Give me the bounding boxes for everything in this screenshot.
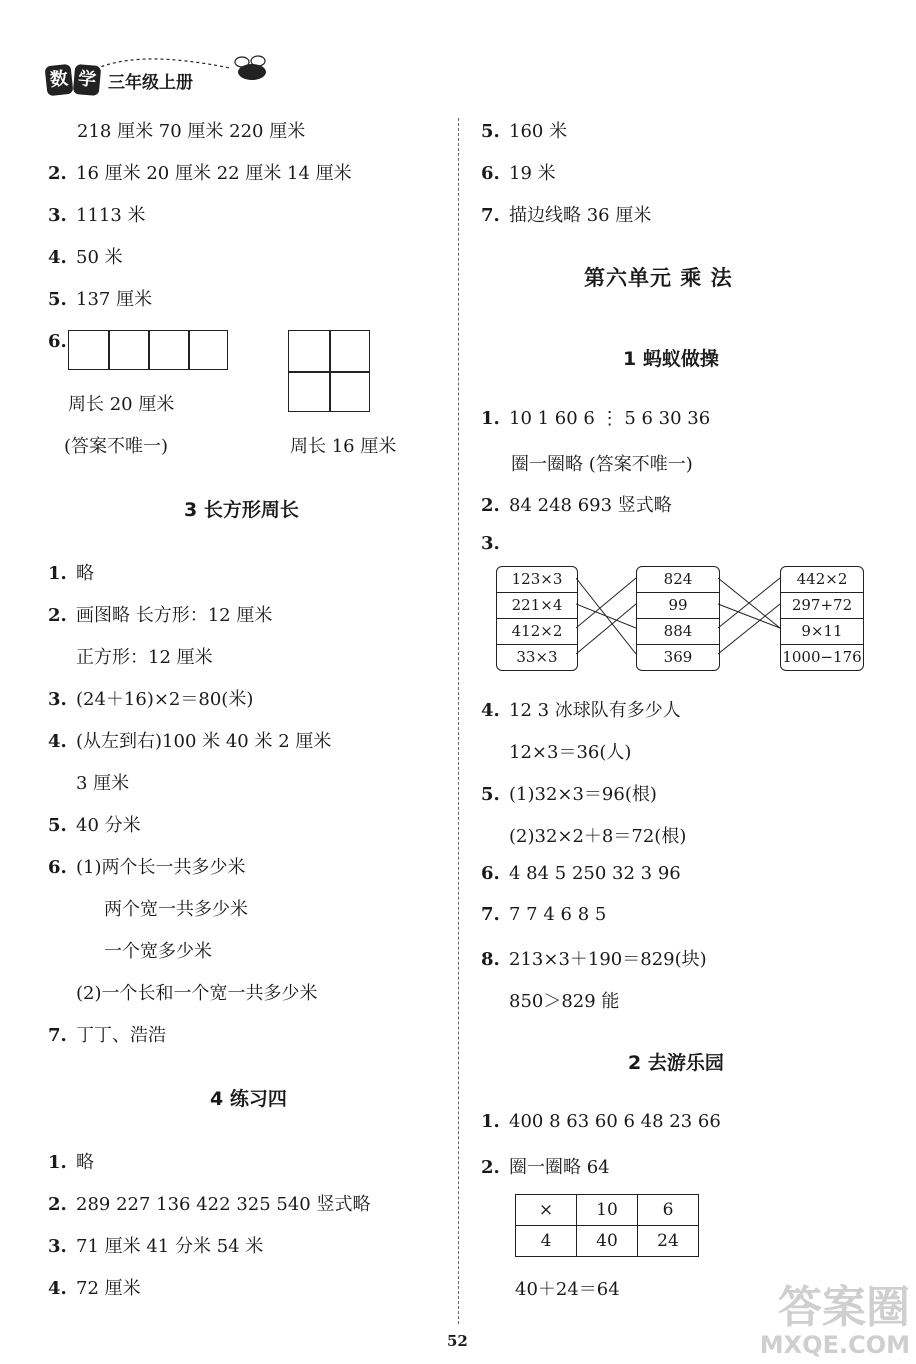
answer-item — [481, 822, 686, 848]
item-text: 略 — [76, 563, 94, 584]
item-number: 1. — [481, 408, 500, 429]
answer-item — [481, 201, 651, 227]
item-text: 289 227 136 422 325 540 竖式略 — [76, 1194, 371, 1215]
item-text: 160 米 — [509, 121, 568, 142]
item-text: 19 米 — [509, 163, 556, 184]
item-text: 12 3 冰球队有多少人 — [509, 700, 681, 721]
answer-item — [48, 285, 152, 311]
section-title: 2 去游乐园 — [628, 1052, 724, 1074]
answer-item — [481, 987, 619, 1013]
column-divider — [458, 118, 459, 1324]
table-cell: 40 — [577, 1226, 638, 1257]
scroll-expressions-right — [780, 566, 864, 671]
rectangle-1x4-diagram — [68, 330, 228, 370]
bee-ornament-icon — [80, 52, 280, 88]
answer-item — [481, 117, 567, 143]
answer-item — [48, 1232, 263, 1258]
answer-item — [48, 1274, 141, 1300]
matching-lines — [576, 566, 780, 670]
item-text: (1)两个长一共多少米 — [76, 857, 246, 878]
note-not-unique: (答案不唯一) — [64, 436, 169, 457]
answer-item — [48, 1148, 94, 1174]
scroll-cell: 824 — [637, 567, 719, 593]
answer-item — [481, 945, 707, 971]
table-cell: 4 — [516, 1226, 577, 1257]
answer-item — [48, 643, 213, 669]
item-text: 一个宽多少米 — [104, 941, 212, 962]
item-text: 137 厘米 — [76, 289, 153, 310]
table-cell: × — [516, 1195, 577, 1226]
scroll-cell: 412×2 — [497, 619, 577, 645]
item-text: 400 8 63 60 6 48 23 66 — [509, 1111, 721, 1132]
item-number: 6. — [481, 863, 500, 884]
item-text: (24＋16)×2＝80(米) — [76, 689, 254, 710]
perimeter-answer: 周长 20 厘米 — [68, 394, 175, 415]
answer-item — [48, 979, 318, 1005]
item-text: 丁丁、浩浩 — [76, 1025, 166, 1046]
item-number: 3. — [48, 205, 67, 226]
scroll-cell: 369 — [663, 648, 693, 666]
item-number: 2. — [48, 163, 67, 184]
item-number: 3. — [48, 689, 67, 710]
logo-char-xue: 学 — [73, 64, 102, 96]
item-number: 2. — [48, 605, 67, 626]
item-text: 1113 米 — [76, 205, 146, 226]
answer-line: 218 厘米 70 厘米 220 厘米 — [77, 121, 306, 142]
item-text: 213×3＋190＝829(块) — [509, 949, 707, 970]
answer-item — [76, 895, 248, 921]
item-number: 1. — [48, 563, 67, 584]
answer-item — [481, 1153, 610, 1179]
answer-item — [481, 863, 681, 884]
item-text: (2)一个长和一个宽一共多少米 — [76, 983, 318, 1004]
scroll-cell: 9×11 — [781, 619, 863, 645]
answer-line: 40＋24＝64 — [515, 1279, 620, 1300]
answer-item — [481, 159, 556, 185]
item-text: 画图略 长方形：12 厘米 — [76, 605, 273, 626]
answer-item — [481, 1111, 721, 1132]
section-title: 3 长方形周长 — [184, 499, 299, 521]
item-number: 7. — [481, 205, 500, 226]
item-number: 3. — [481, 533, 500, 554]
answer-item — [48, 1190, 370, 1216]
table-cell: 10 — [577, 1195, 638, 1226]
item-text: (2)32×2＋8＝72(根) — [509, 826, 687, 847]
item-text: 3 厘米 — [76, 773, 130, 794]
unit-title: 第六单元 乘 法 — [584, 266, 733, 290]
answer-item — [48, 769, 129, 795]
item-text: 两个宽一共多少米 — [104, 899, 248, 920]
answer-item — [481, 408, 710, 429]
scroll-cell: 123×3 — [497, 567, 577, 593]
watermark-logo — [760, 1284, 910, 1358]
item-number: 6. — [48, 857, 67, 878]
answer-line: 圈一圈略 (答案不唯一) — [511, 454, 693, 475]
table-cell: 6 — [638, 1195, 699, 1226]
item-number: 6. — [481, 163, 500, 184]
answer-item — [48, 159, 352, 185]
item-number: 8. — [481, 949, 500, 970]
item-text: 71 厘米 41 分米 54 米 — [76, 1236, 264, 1257]
logo-char-shu: 数 — [45, 64, 74, 97]
item-text: (1)32×3＝96(根) — [509, 784, 657, 805]
answer-item — [481, 491, 672, 517]
answer-item — [76, 937, 212, 963]
item-number-label: 6. — [48, 331, 67, 352]
item-text: 72 厘米 — [76, 1278, 141, 1299]
item-text: (从左到右)100 米 40 米 2 厘米 — [76, 731, 332, 752]
answer-item — [48, 601, 272, 627]
item-text: 850＞829 能 — [509, 991, 620, 1012]
answer-item — [48, 1021, 166, 1047]
answer-item — [48, 243, 123, 269]
item-number: 5. — [48, 815, 67, 836]
scroll-cell: 33×3 — [516, 648, 558, 666]
scroll-cell: 884 — [637, 619, 719, 645]
answer-item — [481, 780, 657, 806]
item-number: 5. — [481, 121, 500, 142]
item-number: 4. — [48, 731, 67, 752]
section-title: 1 蚂蚁做操 — [623, 348, 719, 370]
scroll-cell: 1000−176 — [782, 648, 862, 666]
item-number: 7. — [481, 904, 500, 925]
scroll-expressions-left — [496, 566, 578, 671]
watermark-url: MXQE.COM — [759, 1331, 910, 1359]
item-text: 50 米 — [76, 247, 123, 268]
page-number: 52 — [447, 1332, 468, 1350]
answer-item — [481, 696, 681, 722]
item-text: 正方形：12 厘米 — [76, 647, 213, 668]
item-number: 1. — [48, 1152, 67, 1173]
answer-item — [48, 853, 246, 879]
item-number: 2. — [481, 495, 500, 516]
item-text: 12×3＝36(人) — [509, 742, 632, 763]
item-number: 2. — [48, 1194, 67, 1215]
item-text: 4 84 5 250 32 3 96 — [509, 863, 681, 884]
item-text: 略 — [76, 1152, 94, 1173]
item-text: 7 7 4 6 8 5 — [509, 904, 607, 925]
item-text: 84 248 693 竖式略 — [509, 495, 672, 516]
answer-item — [481, 738, 631, 764]
item-number: 5. — [481, 784, 500, 805]
answer-item — [48, 201, 146, 227]
item-text: 圈一圈略 64 — [509, 1157, 610, 1178]
grade-subtitle: 三年级上册 — [108, 72, 193, 93]
perimeter-answer: 周长 16 厘米 — [290, 436, 397, 457]
item-number: 4. — [48, 1278, 67, 1299]
item-number: 2. — [481, 1157, 500, 1178]
item-number: 4. — [48, 247, 67, 268]
square-2x2-diagram — [288, 330, 370, 412]
table-cell: 24 — [638, 1226, 699, 1257]
item-number: 4. — [481, 700, 500, 721]
item-number: 3. — [48, 1236, 67, 1257]
item-text: 10 1 60 6 ⋮ 5 6 30 36 — [509, 408, 711, 429]
answer-item — [48, 559, 94, 585]
scroll-cell: 221×4 — [497, 593, 577, 619]
item-number: 5. — [48, 289, 67, 310]
item-text: 16 厘米 20 厘米 22 厘米 14 厘米 — [76, 163, 352, 184]
multiplication-table — [515, 1194, 699, 1257]
item-text: 40 分米 — [76, 815, 141, 836]
answer-item — [48, 811, 141, 837]
scroll-cell: 297+72 — [781, 593, 863, 619]
scroll-cell: 99 — [637, 593, 719, 619]
answer-item — [48, 685, 253, 711]
item-number: 7. — [48, 1025, 67, 1046]
answer-item — [481, 904, 606, 925]
item-number: 1. — [481, 1111, 500, 1132]
scroll-cell: 442×2 — [781, 567, 863, 593]
item-text: 描边线略 36 厘米 — [509, 205, 652, 226]
answer-item — [481, 533, 509, 554]
section-title: 4 练习四 — [210, 1088, 287, 1110]
watermark-text: 答案圈 — [778, 1282, 910, 1333]
answer-item — [48, 727, 331, 753]
